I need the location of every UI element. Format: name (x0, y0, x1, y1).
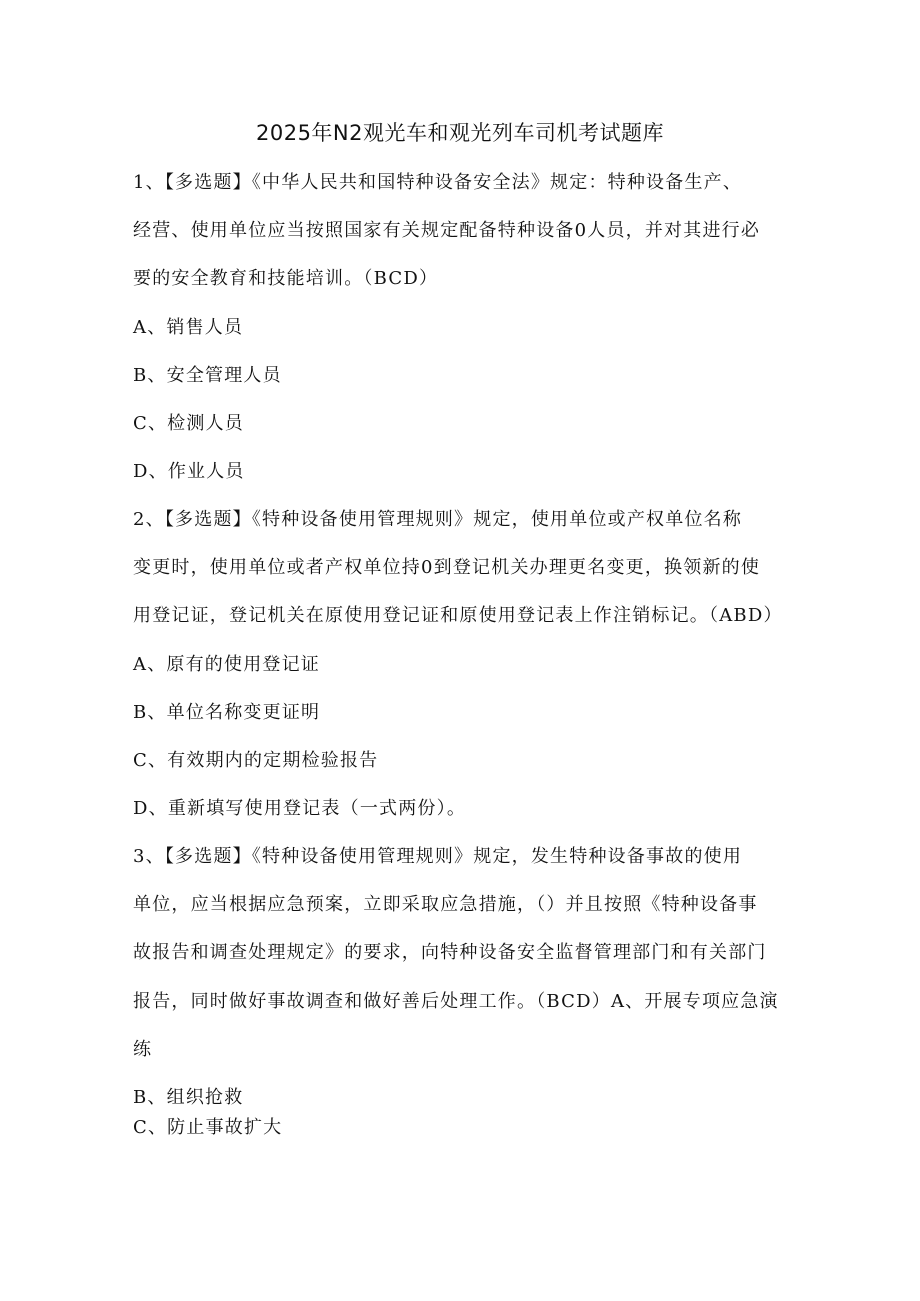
question-2-option-a: A、原有的使用登记证 (133, 654, 320, 675)
question-2-option-c: C、有效期内的定期检验报告 (133, 750, 379, 771)
question-2-line-3: 用登记证，登记机关在原使用登记证和原使用登记表上作注销标记。（ABD） (133, 605, 783, 626)
question-1-line-3: 要的安全教育和技能培训。（BCD） (133, 268, 439, 289)
question-3-line-2: 单位，应当根据应急预案，立即采取应急措施，（）并且按照《特种设备事 (133, 894, 758, 915)
question-2-option-b: B、单位名称变更证明 (133, 702, 321, 723)
question-3-line-3: 故报告和调查处理规定》的要求，向特种设备安全监督管理部门和有关部门 (133, 942, 767, 963)
question-1-option-a: A、销售人员 (133, 317, 244, 338)
question-3-line-1: 3、【多选题】《特种设备使用管理规则》规定，发生特种设备事故的使用 (133, 846, 743, 867)
question-1-line-2: 经营、使用单位应当按照国家有关规定配备特种设备0人员，并对其进行必 (133, 220, 761, 241)
document-title: 2025年N2观光车和观光列车司机考试题库 (255, 121, 664, 145)
question-1-line-1: 1、【多选题】《中华人民共和国特种设备安全法》规定：特种设备生产、 (133, 172, 743, 193)
question-3-option-c: C、防止事故扩大 (133, 1117, 283, 1138)
question-2-line-1: 2、【多选题】《特种设备使用管理规则》规定，使用单位或产权单位名称 (133, 509, 743, 530)
question-3-option-b: B、组织抢救 (133, 1087, 244, 1108)
question-1-option-c: C、检测人员 (133, 413, 244, 434)
question-1-option-b: B、安全管理人员 (133, 365, 282, 386)
question-1-option-d: D、作业人员 (133, 461, 245, 482)
question-3-line-4: 报告，同时做好事故调查和做好善后处理工作。（BCD）A、开展专项应急演 (133, 991, 779, 1012)
question-3-line-5: 练 (133, 1039, 153, 1060)
question-2-option-d: D、重新填写使用登记表（一式两份）。 (133, 798, 467, 819)
question-2-line-2: 变更时，使用单位或者产权单位持0到登记机关办理更名变更，换领新的使 (133, 557, 761, 578)
